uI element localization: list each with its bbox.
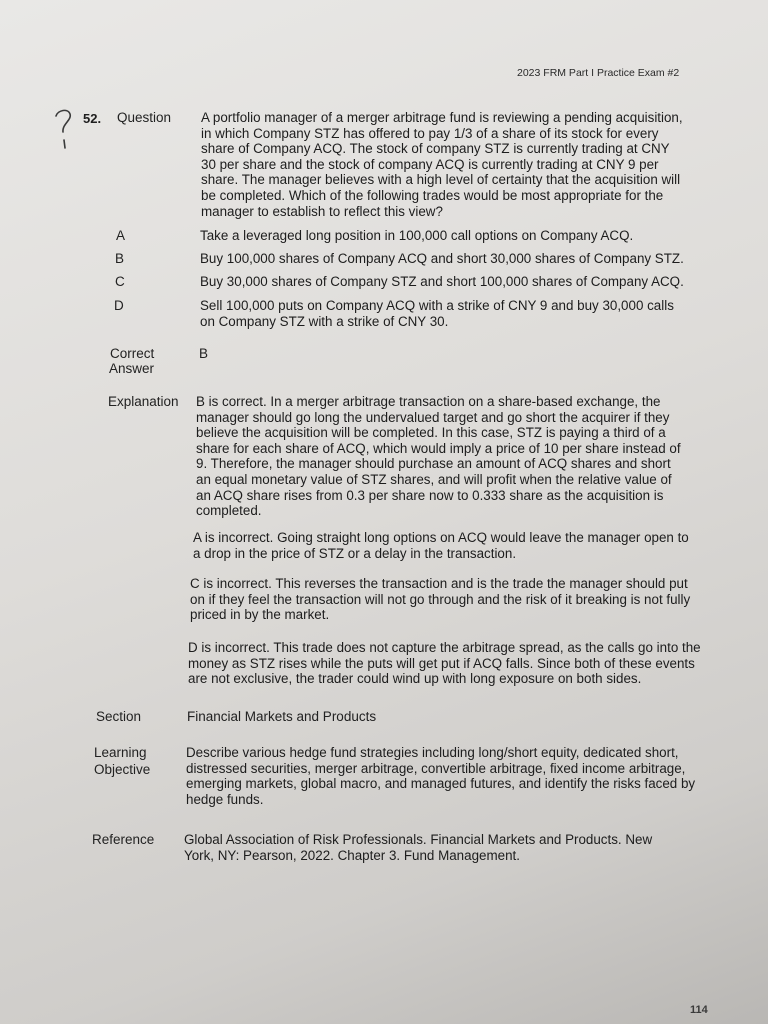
correct-answer-value: B bbox=[199, 346, 209, 361]
option-letter-b: B bbox=[115, 251, 125, 266]
option-letter-c: C bbox=[115, 274, 125, 289]
correct-answer-label-line2: Answer bbox=[109, 361, 155, 376]
learning-objective-text: Describe various hedge fund strategies including long/short equity, dedicated short, distressed securities, merger arbitrage, convertible arbitrage, fixed income arbitrage, emerging markets, global macro, and managed futures, and identify the risks faced by hedge funds. bbox=[186, 745, 696, 807]
learning-objective-label-line1: Learning bbox=[94, 745, 147, 760]
section-label: Section bbox=[96, 709, 142, 724]
exam-title: 2023 FRM Part I Practice Exam #2 bbox=[517, 67, 680, 79]
option-text-c: Buy 30,000 shares of Company STZ and short 100,000 shares of Company ACQ. bbox=[200, 274, 684, 289]
correct-answer-label-line1: Correct bbox=[110, 346, 155, 361]
page-number: 114 bbox=[690, 1004, 708, 1016]
explanation-label: Explanation bbox=[108, 394, 179, 409]
question-label: Question bbox=[117, 110, 172, 125]
explanation-paragraph-b: B is correct. In a merger arbitrage transaction on a share-based exchange, the manager should go long the undervalued target and go short the acquirer if they believe the acquisition will be completed. In this case, STZ is paying a third of a share for each share of ACQ, which would imply a price of 10 per share instead of 9. Therefore, the manager should purchase an amount of ACQ shares and short an equal monetary value of STZ shares, and will profit when the relative value of an ACQ share rises from 0.3 per share now to 0.333 share as the acquisition is completed. bbox=[196, 394, 681, 519]
section-value: Financial Markets and Products bbox=[187, 709, 377, 724]
explanation-paragraph-a: A is incorrect. Going straight long options on ACQ would leave the manager open to a drop in the price of STZ or a delay in the transaction. bbox=[193, 530, 689, 561]
option-letter-d: D bbox=[114, 298, 124, 313]
option-letter-a: A bbox=[116, 228, 126, 243]
option-text-a: Take a leveraged long position in 100,000 call options on Company ACQ. bbox=[200, 228, 634, 243]
reference-text: Global Association of Risk Professionals. Financial Markets and Products. New York, NY: Pearson, 2022. Chapter 3. Fund Management. bbox=[184, 832, 653, 863]
option-text-b: Buy 100,000 shares of Company ACQ and short 30,000 shares of Company STZ. bbox=[200, 251, 684, 266]
learning-objective-label-line2: Objective bbox=[94, 762, 151, 777]
question-text: A portfolio manager of a merger arbitrage fund is reviewing a pending acquisition, in which Company STZ has offered to pay 1/3 of a share of its stock for every share of Company ACQ. The stock of company STZ is currently trading at CNY 30 per share and the stock of company ACQ is currently trading at CNY 9 per share. The manager believes with a high level of certainty that the acquisition will be completed. Which of the following trades would be most appropriate for the manager to establish to reflect this view? bbox=[201, 110, 683, 219]
question-number: 52. bbox=[83, 111, 102, 126]
explanation-paragraph-c: C is incorrect. This reverses the transaction and is the trade the manager should put on if they feel the transaction will not go through and the risk of it breaking is not fully priced in by the market. bbox=[190, 576, 691, 623]
handwritten-question-mark-icon bbox=[52, 108, 80, 154]
explanation-paragraph-d: D is incorrect. This trade does not capture the arbitrage spread, as the calls go into the money as STZ rises while the puts will get put if ACQ falls. Since both of these events are not exclusive, the trader could wind up with long exposure on both sides. bbox=[188, 640, 701, 687]
reference-label: Reference bbox=[92, 832, 155, 847]
option-text-d: Sell 100,000 puts on Company ACQ with a strike of CNY 9 and buy 30,000 calls on Company STZ with a strike of CNY 30. bbox=[200, 298, 674, 329]
